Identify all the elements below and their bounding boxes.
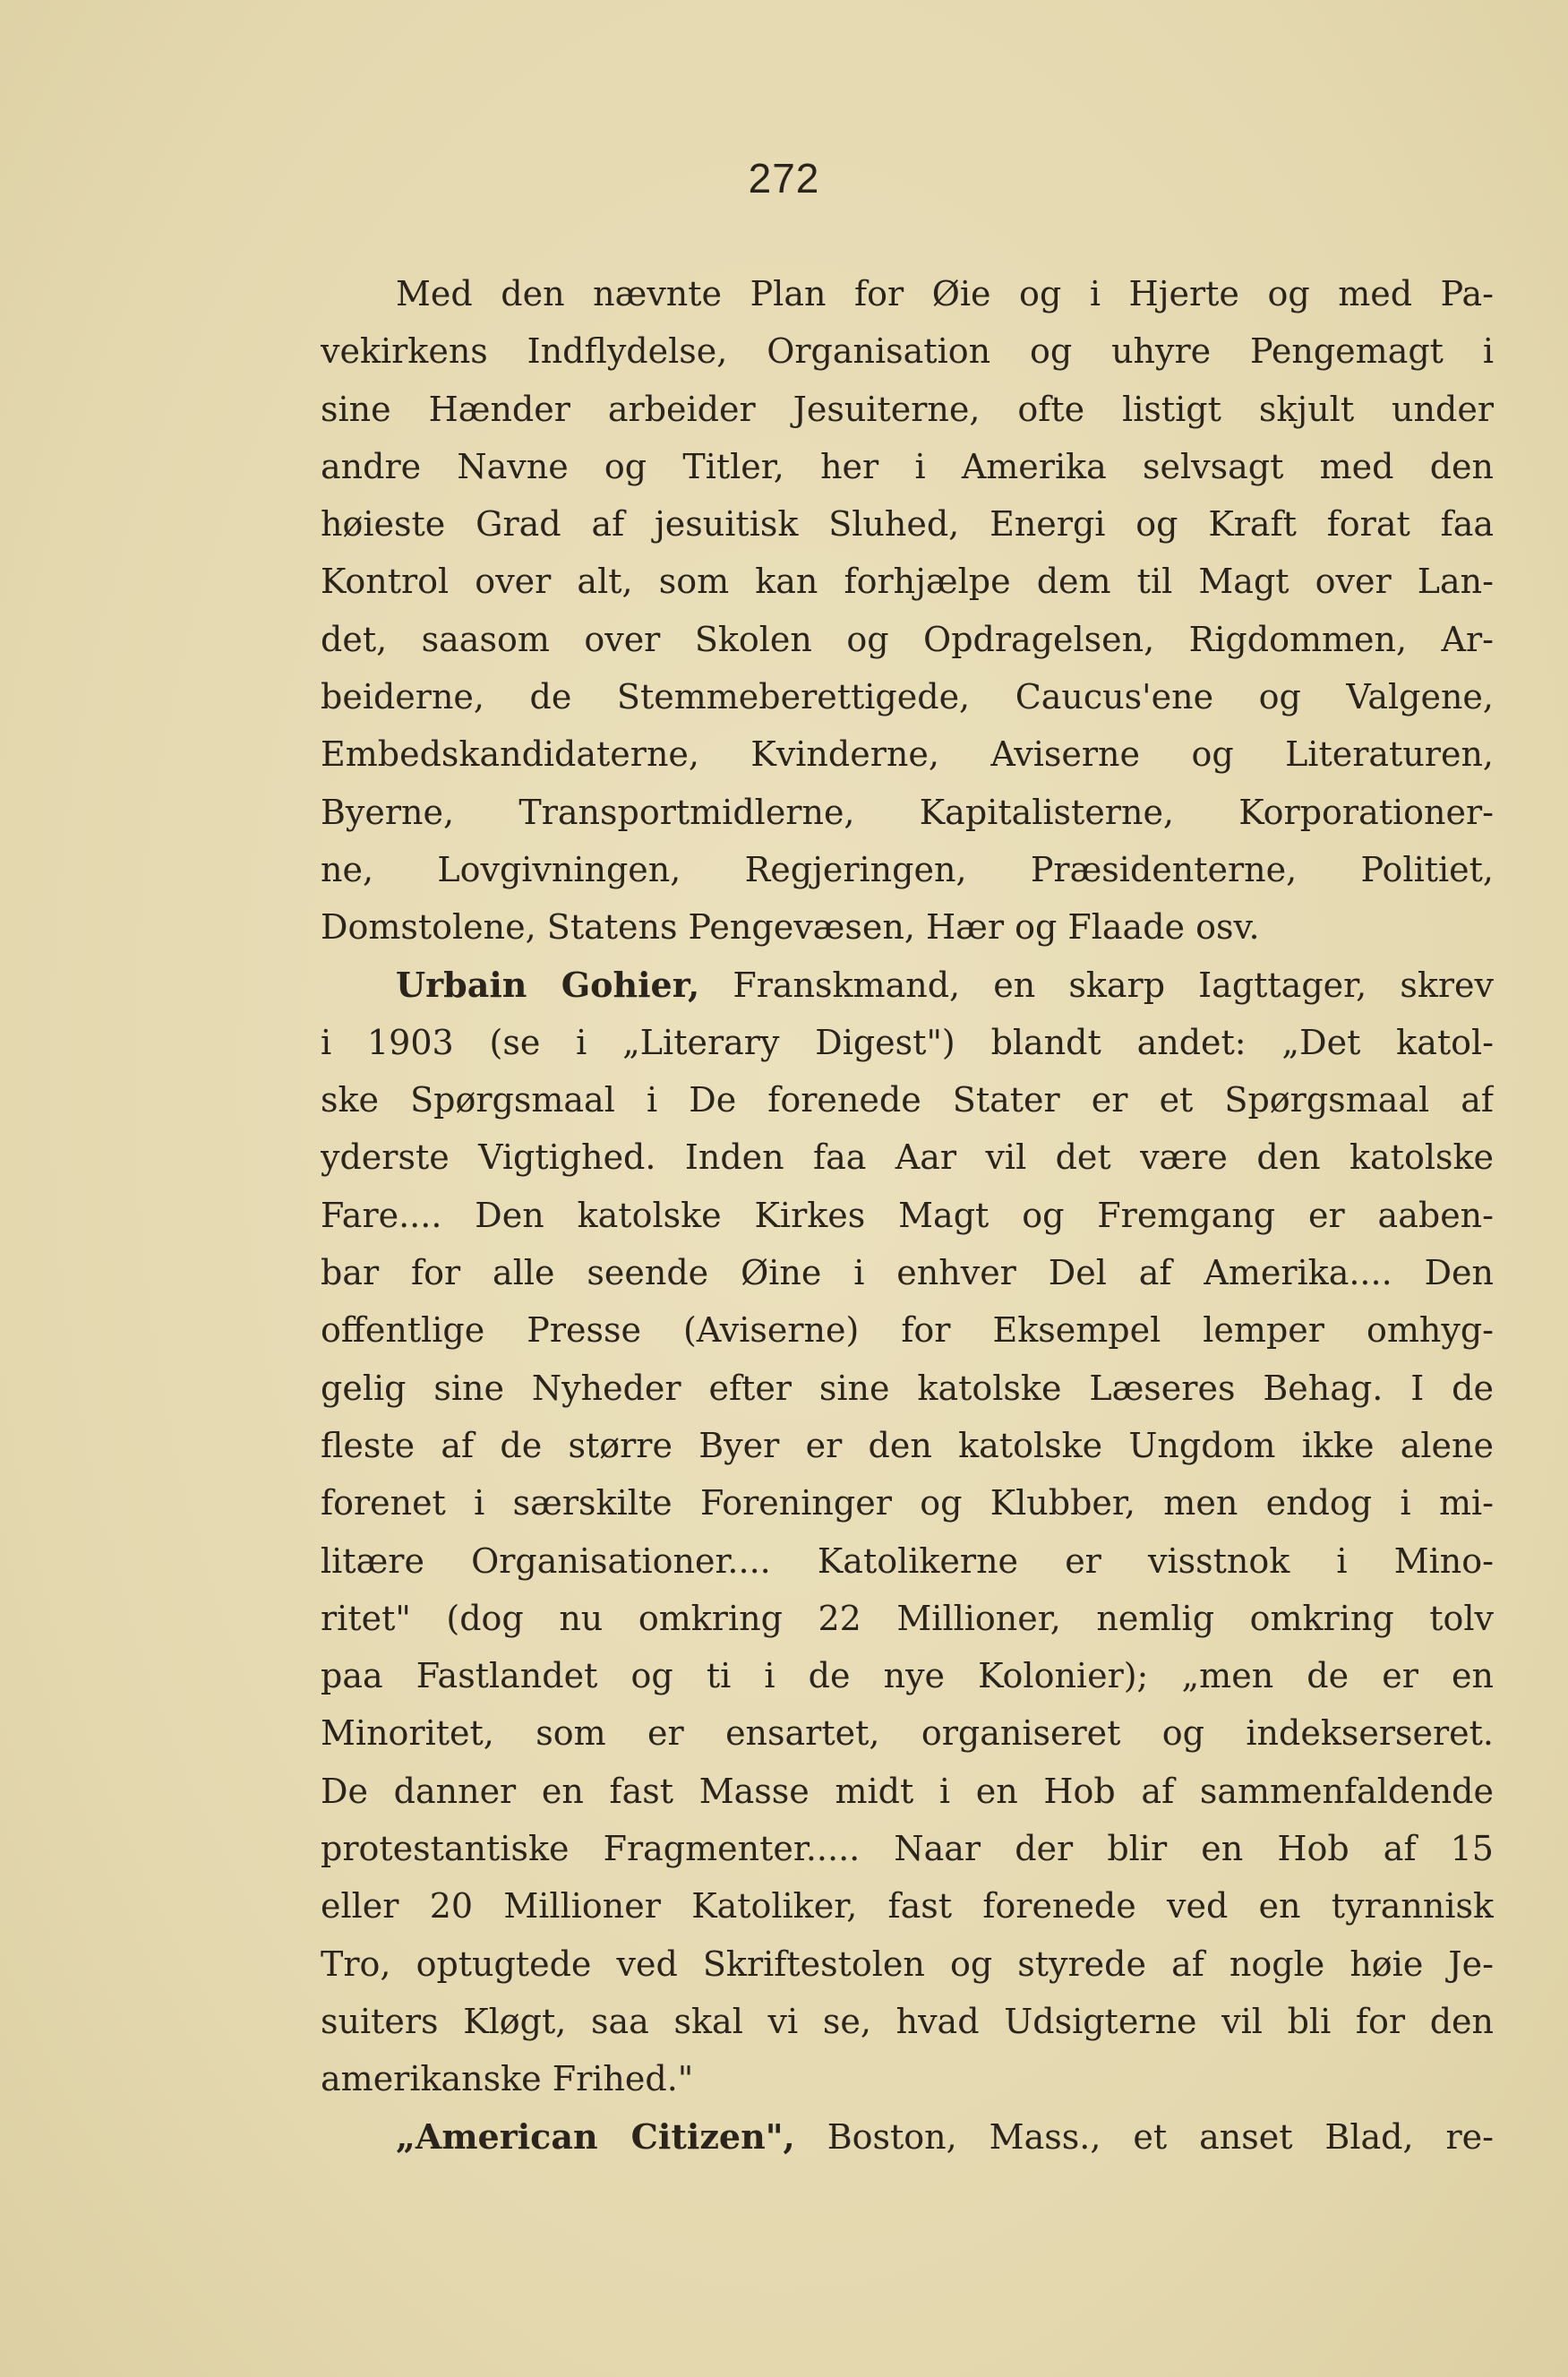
text-line [321, 495, 1494, 553]
text-segment: litære Organisationer.... Katolikerne er visstnok i Mino- [321, 1540, 1494, 1581]
text-line [321, 438, 1494, 495]
text-segment: Domstolene, Statens Pengevæsen, Hær og Flaade osv. [321, 907, 1260, 948]
text-line [321, 725, 1494, 783]
text-segment: yderste Vigtighed. Inden faa Aar vil det være den katolske [321, 1137, 1494, 1178]
text-segment: Kontrol over alt, som kan forhjælpe dem til Magt over Lan- [321, 562, 1494, 602]
text-line [321, 1301, 1494, 1359]
text-segment: ritet" (dog nu omkring 22 Millioner, nemlig omkring tolv [321, 1598, 1494, 1638]
text-line [321, 1071, 1494, 1128]
text-segment: andre Navne og Titler, her i Amerika selvsagt med den [321, 446, 1494, 486]
text-line [321, 322, 1494, 380]
text-line [321, 1360, 1494, 1417]
bold-name: „American Citizen", [396, 2115, 795, 2157]
text-segment: forenet i særskilte Foreninger og Klubber, men endog i mi- [321, 1483, 1494, 1523]
text-line [321, 1763, 1494, 1820]
text-segment: suiters Kløgt, saa skal vi se, hvad Udsigterne vil bli for den [321, 2001, 1494, 2041]
text-line [321, 1935, 1494, 1993]
text-segment: Franskmand, en skarp Iagttager, skrev [699, 965, 1494, 1005]
text-segment: ske Spørgsmaal i De forenede Stater er et Spørgsmaal af [321, 1080, 1494, 1120]
text-segment: beiderne, de Stemmeberettigede, Caucus'ene og Valgene, [321, 677, 1494, 717]
bold-name: Urbain Gohier, [396, 964, 700, 1005]
text-line [321, 1820, 1494, 1877]
text-line [321, 1417, 1494, 1474]
text-segment: Boston, Mass., et anset Blad, re- [794, 2116, 1494, 2157]
text-segment: ne, Lovgivningen, Regjeringen, Præsidenterne, Politiet, [321, 849, 1494, 889]
text-segment: i 1903 (se i „Literary Digest") blandt andet: „Det katol- [321, 1022, 1494, 1062]
text-line [321, 1532, 1494, 1590]
text-segment: offentlige Presse (Aviserne) for Eksempel lemper omhyg- [321, 1310, 1494, 1351]
text-segment: det, saasom over Skolen og Opdragelsen, Rigdommen, Ar- [321, 619, 1494, 659]
text-segment: De danner en fast Masse midt i en Hob af sammenfaldende [321, 1771, 1494, 1811]
text-segment: gelig sine Nyheder efter sine katolske Læseres Behag. I de [321, 1368, 1494, 1408]
body-text [321, 265, 1494, 2166]
text-line [321, 784, 1494, 841]
text-line [321, 668, 1494, 725]
text-segment: fleste af de større Byer er den katolske Ungdom ikke alene [321, 1425, 1494, 1465]
text-segment: Med den nævnte Plan for Øie og i Hjerte og med Pa- [396, 274, 1494, 313]
text-segment: sine Hænder arbeider Jesuiterne, ofte listigt skjult under [321, 389, 1494, 429]
page-number: 272 [748, 155, 820, 202]
text-line [321, 1187, 1494, 1244]
text-segment: Tro, optugtede ved Skriftestolen og styrede af nogle høie Je- [321, 1944, 1494, 1984]
text-segment: protestantiske Fragmenter..... Naar der blir en Hob af 15 [321, 1829, 1494, 1869]
text-segment: bar for alle seende Øine i enhver Del af Amerika.... Den [321, 1253, 1494, 1293]
text-segment: høieste Grad af jesuitisk Sluhed, Energi og Kraft forat faa [321, 504, 1494, 545]
text-line [321, 1474, 1494, 1532]
text-segment: Fare.... Den katolske Kirkes Magt og Fremgang er aaben- [321, 1195, 1494, 1235]
text-line [321, 265, 1494, 322]
text-line [321, 553, 1494, 610]
text-line [321, 1993, 1494, 2050]
text-line [321, 381, 1494, 438]
text-segment: eller 20 Millioner Katoliker, fast forenede ved en tyrannisk [321, 1886, 1494, 1926]
text-line [321, 1590, 1494, 1647]
text-line [321, 841, 1494, 898]
text-segment: paa Fastlandet og ti i de nye Kolonier); „men de er en [321, 1656, 1494, 1696]
text-line [321, 898, 1494, 956]
text-line [321, 1014, 1494, 1071]
text-segment: vekirkens Indflydelse, Organisation og uhyre Pengemagt i [321, 331, 1494, 372]
text-line [321, 1128, 1494, 1186]
text-segment: amerikanske Frihed." [321, 2059, 694, 2099]
text-line [321, 1647, 1494, 1704]
text-segment: Byerne, Transportmidlerne, Kapitalisterne, Korporationer- [321, 792, 1494, 832]
text-line [321, 957, 1494, 1014]
text-line [321, 1244, 1494, 1301]
text-line [321, 1704, 1494, 1762]
text-segment: Minoritet, som er ensartet, organiseret og indekserseret. [321, 1713, 1494, 1754]
text-line [321, 611, 1494, 668]
text-line [321, 2050, 1494, 2107]
text-line [321, 2108, 1494, 2166]
text-segment: Embedskandidaterne, Kvinderne, Aviserne og Literaturen, [321, 734, 1494, 775]
text-line [321, 1877, 1494, 1935]
